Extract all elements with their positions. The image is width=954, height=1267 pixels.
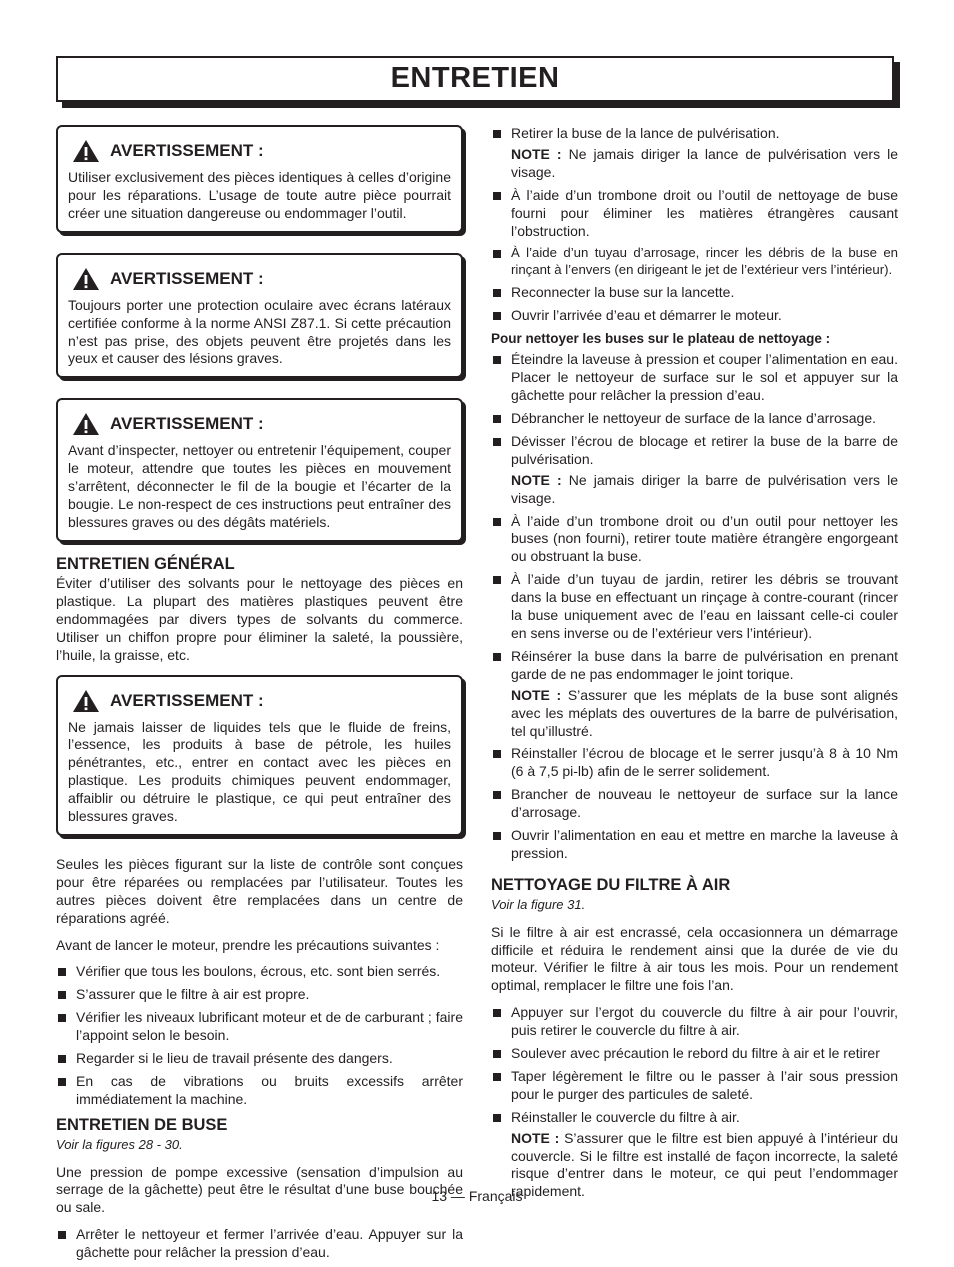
warning-box (56, 675, 463, 836)
general-para: Avant de lancer le moteur, prendre les précautions suivantes : (56, 936, 440, 953)
list-item: Soulever avec précaution le rebord du filtre à air et le retirer (491, 1045, 898, 1063)
list-item: Réinstaller le couvercle du filtre à air. NOTE : S’assurer que le filtre est bien appuyé à l’intérieur du couvercle. Si le filtre est installé de façon incorrecte, la saleté risque d’entrer dans le moteur, ce qui peut l’endommager rapidement. (491, 1109, 898, 1202)
list-item: À l’aide d’un tuyau de jardin, retirer les débris se trouvant dans la buse en effectuant un rinçage à contre-courant (rincer la buse uniquement avec de l’eau en laissant celle-ci couler en sens inverse ou de l’extérieur vers l’intérieur). (491, 571, 898, 643)
buse-list (56, 1226, 463, 1262)
list-item: Taper légèrement le filtre ou le passer à l’air sous pression pour le purger des particules de saleté. (491, 1068, 898, 1104)
section-heading-buse: ENTRETIEN DE BUSE (56, 1115, 228, 1134)
list-item: Retirer la buse de la lance de pulvérisation. NOTE : Ne jamais diriger la lance de pulvérisation vers le visage. (491, 125, 898, 182)
list-item: Vérifier que tous les boulons, écrous, etc. sont bien serrés. (56, 963, 463, 981)
warning-text: Ne jamais laisser de liquides tels que le fluide de freins, l’essence, les produits à base de pétrole, les huiles pénétrantes, etc., entrer en contact avec les pièces en plastique. Les produits chimiques peuvent endommager, affaiblir ou détruire le plastique, ce qui peut entraîner des blessures graves. (68, 718, 451, 825)
figure-reference: Voir la figures 28 - 30. (56, 1136, 183, 1152)
page-title-bar (56, 56, 894, 102)
section-heading-filtre: NETTOYAGE DU FILTRE À AIR (491, 875, 731, 894)
warning-triangle-icon (72, 412, 100, 436)
warning-triangle-icon (72, 139, 100, 163)
note: NOTE : Ne jamais diriger la lance de pulvérisation vers le visage. (511, 145, 898, 180)
list-item: Brancher de nouveau le nettoyeur de surface sur la lance d’arrosage. (491, 786, 898, 822)
general-text: Éviter d’utiliser des solvants pour le nettoyage des pièces en plastique. La plupart des matières plastiques peuvent être endommagées par divers types de solvants du commerce. Utiliser un chiffon propre pour éliminer la saleté, la poussière, l’huile, la graisse, etc. (56, 574, 463, 663)
list-item: Réinstaller l’écrou de blocage et le serrer jusqu’à 8 à 10 Nm (6 à 7,5 pi-lb) afin de le serrer solidement. (491, 745, 898, 781)
left-column (56, 125, 463, 1267)
filtre-steps-list (491, 1004, 898, 1201)
plateau-subheading: Pour nettoyer les buses sur le plateau de nettoyage : (491, 331, 831, 347)
buse-steps-list (491, 125, 898, 325)
warning-text: Utiliser exclusivement des pièces identiques à celles d’origine pour les réparations. L’usage de toute autre pièce pourrait créer une situation dangereuse ou endommager l’outil. (68, 169, 451, 221)
note: NOTE : S’assurer que les méplats de la buse sont alignés avec les méplats des ouvertures de la barre de pulvérisation, tel qu’illustré. (511, 686, 898, 739)
list-item: Vérifier les niveaux lubrificant moteur et de de carburant ; faire l’appoint selon le besoin. (56, 1009, 463, 1045)
general-para: Seules les pièces figurant sur la liste de contrôle sont conçues pour être réparées ou remplacées par l’utilisateur. Toutes les autres pièces doivent être remplacées dans un centre de réparations agréé. (56, 855, 463, 926)
warning-box (56, 253, 463, 379)
warning-text: Avant d’inspecter, nettoyer ou entretenir l’équipement, couper le moteur, attendre que toutes les pièces en mouvement s’arrêtent, déconnecter le fil de la bougie et l’écarter de la bougie. Le non-respect de ces instructions peut entraîner des blessures graves ou des dégâts matériels. (68, 442, 451, 530)
list-item: À l’aide d’un tuyau d’arrosage, rincer les débris de la buse en rinçant à l’envers (en dirigeant le jet de l’extérieur vers l’intérieur). (491, 245, 898, 279)
warning-text: Toujours porter une protection oculaire avec écrans latéraux certifiée conforme à la norme ANSI Z87.1. Si cette précaution n’est pas prise, des objets peuvent être projetés dans les yeux et causer des lésions graves. (68, 296, 451, 367)
warning-label: AVERTISSEMENT : (110, 414, 264, 434)
list-item: À l’aide d’un trombone droit ou l’outil de nettoyage de buse fourni pour éliminer les matières étrangères causant l’obstruction. (491, 187, 898, 241)
list-item: Dévisser l’écrou de blocage et retirer la buse de la barre de pulvérisation. NOTE : Ne jamais diriger la barre de pulvérisation vers le visage. (491, 433, 898, 508)
buse-text: Une pression de pompe excessive (sensation d’impulsion au serrage de la gâchette) peut être le résultat d’une buse bouchée ou sale. (56, 1163, 463, 1216)
warning-label: AVERTISSEMENT : (110, 141, 264, 161)
list-item: Reconnecter la buse sur la lancette. (491, 284, 898, 302)
page-footer: 13 — Français (431, 1188, 523, 1204)
precautions-list (56, 963, 463, 1108)
warning-label: AVERTISSEMENT : (110, 268, 264, 288)
list-item: Débrancher le nettoyeur de surface de la lance d’arrosage. (491, 410, 898, 428)
warning-box (56, 125, 463, 233)
filtre-text: Si le filtre à air est encrassé, cela occasionnera un démarrage difficile et réduira le rendement ainsi que la durée de vie du moteur. Vérifier le filtre à air tous les mois. Pour un rendement optimal, remplacer le filtre une fois l’an. (491, 923, 898, 994)
warning-box (56, 398, 463, 542)
list-item: Éteindre la laveuse à pression et couper l’alimentation en eau. Placer le nettoyeur de surface sur le sol et appuyer sur la gâchette pour relâcher la pression d’eau. (491, 351, 898, 405)
list-item: S’assurer que le filtre à air est propre. (56, 986, 463, 1004)
warning-triangle-icon (72, 689, 100, 713)
list-item: Regarder si le lieu de travail présente des dangers. (56, 1050, 463, 1068)
note: NOTE : S’assurer que le filtre est bien appuyé à l’intérieur du couvercle. Si le filtre est installé de façon incorrecte, la saleté risque d’entrer dans le moteur, ce qui peut l’endommager rapidement. (511, 1129, 898, 1200)
page-title: ENTRETIEN (390, 62, 560, 95)
note: NOTE : Ne jamais diriger la barre de pulvérisation vers le visage. (511, 471, 898, 506)
right-column (491, 125, 898, 1206)
warning-triangle-icon (72, 267, 100, 291)
section-heading-general: ENTRETIEN GÉNÉRAL (56, 554, 235, 573)
list-item: Réinsérer la buse dans la barre de pulvérisation en prenant garde de ne pas endommager le joint torique. NOTE : S’assurer que les méplats de la buse sont alignés avec les méplats des ouvertures de la barre de pulvérisation, tel qu’illustré. (491, 648, 898, 741)
warning-label: AVERTISSEMENT : (110, 690, 264, 710)
list-item: Arrêter le nettoyeur et fermer l’arrivée d’eau. Appuyer sur la gâchette pour relâcher la pression d’eau. (56, 1226, 463, 1262)
list-item: Appuyer sur l’ergot du couvercle du filtre à air pour l’ouvrir, puis retirer le couvercle du filtre à air. (491, 1004, 898, 1040)
figure-reference: Voir la figure 31. (491, 896, 586, 912)
list-item: Ouvrir l’arrivée d’eau et démarrer le moteur. (491, 307, 898, 325)
list-item: Ouvrir l’alimentation en eau et mettre en marche la laveuse à pression. (491, 827, 898, 863)
list-item: À l’aide d’un trombone droit ou d’un outil pour nettoyer les buses (non fourni), retirer toute matière étrangère engorgeant ou obstruant la buse. (491, 513, 898, 567)
plateau-steps-list (491, 351, 898, 863)
list-item: En cas de vibrations ou bruits excessifs arrêter immédiatement la machine. (56, 1073, 463, 1109)
